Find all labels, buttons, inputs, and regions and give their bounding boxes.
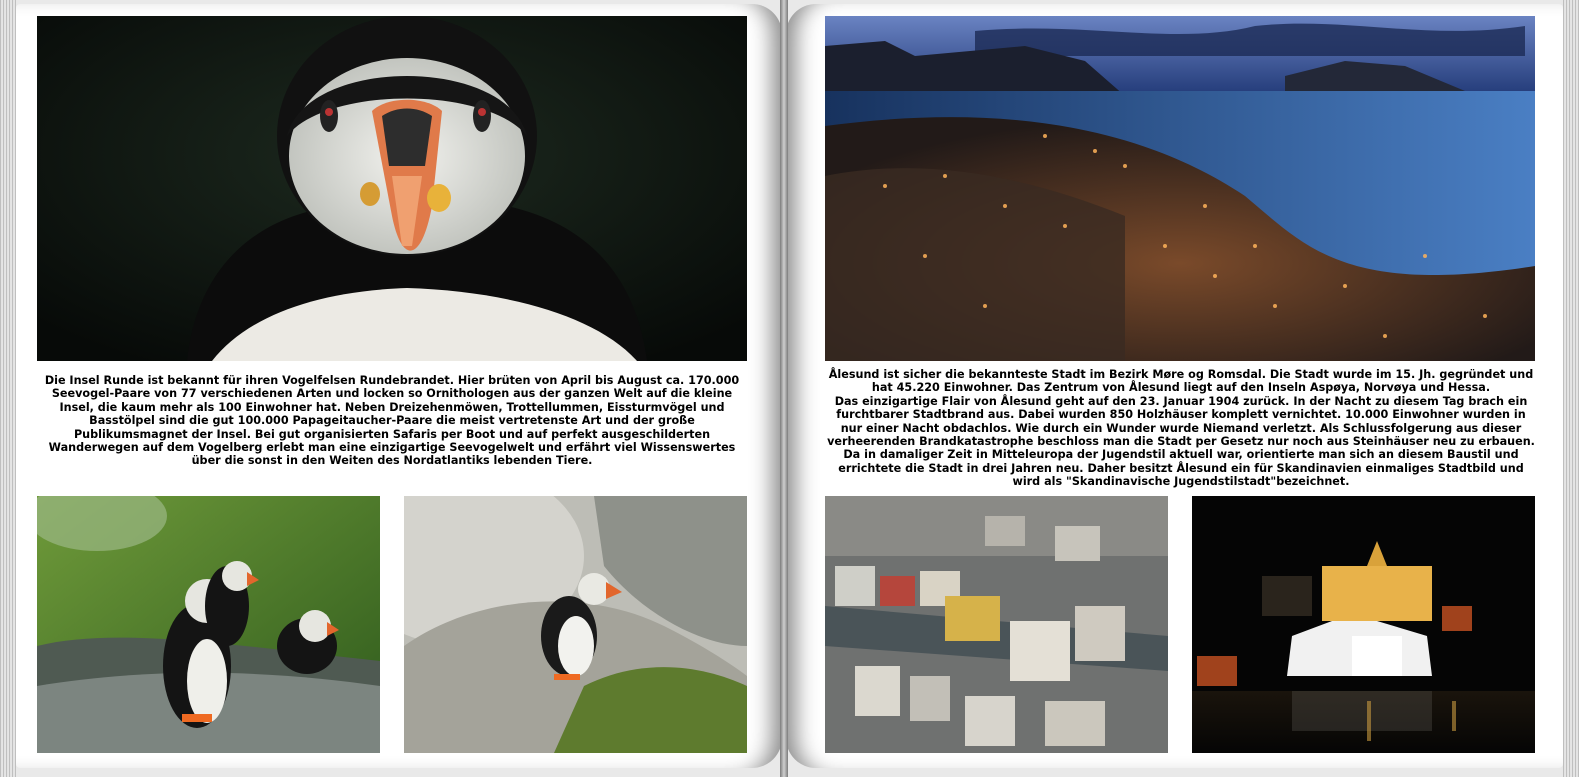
- puffin-portrait-photo: [37, 16, 747, 361]
- alesund-rooftops-photo: [825, 496, 1168, 753]
- book-gutter: [780, 0, 788, 777]
- alesund-night-panorama-photo: [825, 16, 1535, 361]
- three-puffins-photo: [37, 496, 380, 753]
- runde-caption: Die Insel Runde ist bekannt für ihren Vogelfelsen Rundebrandet. Hier brüten von April bis August ca. 170.000 Seevogel-Paare von 77 verschiedenen Arten und locken so Ornithologen aus der ganzen Welt auf die kleine Insel, die kaum mehr als 100 Einwohner hat. Neben Dreizehenmöwen, Trottellummen, Eissturmvögel und Basstölpel sind die gut 100.000 Papageitaucher-Paare die meist vertretenste Art und der große Publikumsmagnet der Insel. Bei gut organisierten Safaris per Boot und auf perfekt ausgeschilderten Wanderwegen auf dem Vogelberg erlebt man eine einzigartige Seevogelwelt und erfährt viel Wissenswertes über die sonst in den Weiten des Nordatlantiks lebenden Tiere.: [44, 374, 740, 468]
- right-page-stack-edge: [1563, 0, 1579, 777]
- alesund-caption: Ålesund ist sicher die bekannteste Stadt im Bezirk Møre og Romsdal. Die Stadt wurde im 15. Jh. gegründet und hat 45.220 Einwohner. Das Zentrum von Ålesund liegt auf den Inseln Aspøya, Norvøya und Hessa. Das einzigartige Flair von Ålesund geht auf den 23. Januar 1904 zurück. In der Nacht zu diesem Tag brach ein furchtbarer Stadtbrand aus. Dabei wurden 850 Holzhäuser komplett vernichtet. 10.000 Einwohner wurden in nur einer Nacht obdachlos. Wie durch ein Wunder wurde Niemand verletzt. Als Schlussfolgerung aus dieser verheerenden Brandkatastrophe beschloss man die Stadt per Gesetz nur noch aus Steinhäuser neu zu erbauen. Da in damaliger Zeit in Mitteleuropa der Jugendstil aktuell war, orientierte man sich an diesem Baustil und errichtete die Stadt in drei Jahren neu. Daher besitzt Ålesund ein für Skandinavien einmaliges Stadtbild und wird als "Skandinavische Jugendstilstadt"bezeichnet.: [827, 368, 1535, 489]
- illuminated-building-night-photo: [1192, 496, 1535, 753]
- puffin-on-rock-photo: [404, 496, 747, 753]
- left-page-stack-edge: [0, 0, 16, 777]
